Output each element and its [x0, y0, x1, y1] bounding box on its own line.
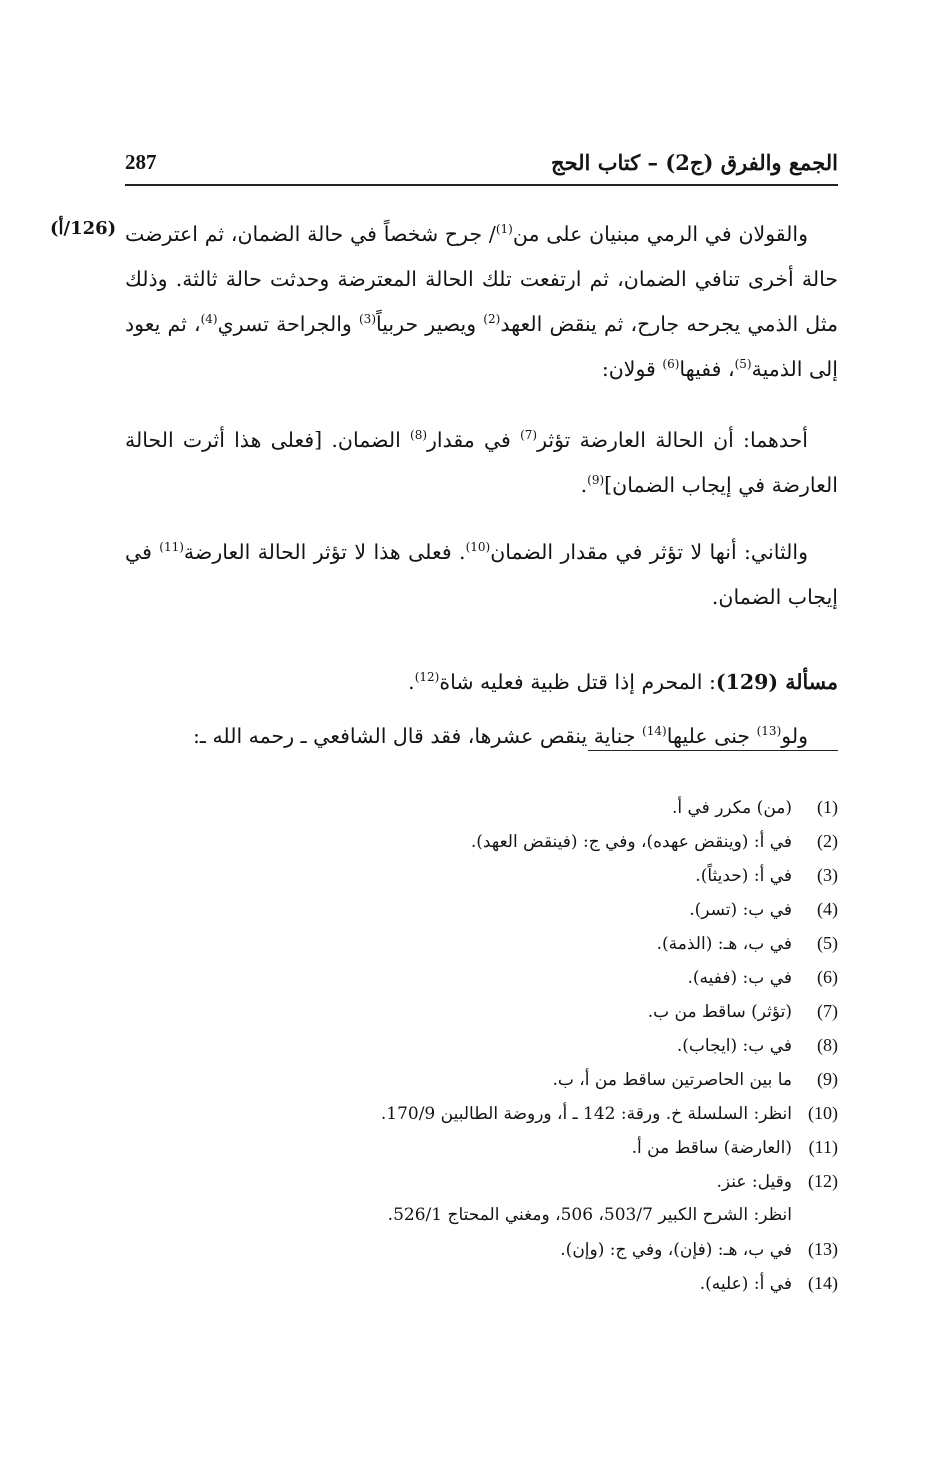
text-segment: . فعلى هذا لا تؤثر الحالة العارضة [183, 540, 466, 564]
text-segment: قولان: [601, 357, 663, 381]
paragraph-1 [125, 212, 838, 392]
footnote-item [125, 1130, 838, 1164]
text-segment: ، ثم يعود إلى الذمية [125, 312, 838, 381]
footnote-number: (10) [808, 1103, 838, 1123]
footnote-item [125, 1062, 838, 1096]
footnote-text: (من) مكرر في أ. [671, 798, 792, 818]
footnote-ref-2[interactable]: (2) [483, 312, 501, 327]
text-segment: والجراحة تسري [217, 312, 359, 336]
footnote-item [125, 960, 838, 994]
header-rule [125, 184, 838, 186]
paragraph-3 [125, 530, 838, 620]
footnote-number: (4) [817, 899, 838, 919]
issue-number: مسألة (129) [715, 670, 838, 694]
text-segment: . [580, 473, 588, 497]
footnote-ref-5[interactable]: (5) [734, 357, 752, 372]
footnote-continuation [125, 1198, 838, 1232]
text-segment: في إيجاب الضمان. [125, 540, 838, 609]
footnote-text: في ب: (ايجاب). [676, 1036, 792, 1056]
paragraph-5 [125, 714, 838, 759]
footnote-number: (5) [817, 933, 838, 953]
footnote-text: (تؤثر) ساقط من ب. [647, 1002, 792, 1022]
manuscript-folio-marker: (126/أ) [50, 218, 117, 239]
footnote-item [125, 1164, 838, 1198]
footnote-ref-7[interactable]: (7) [520, 428, 538, 443]
footnote-number: (3) [817, 865, 838, 885]
text-segment: جناية ينقص عشرها، فقد قال الشافعي ـ رحمه الله ـ: [193, 724, 643, 748]
footnote-item [125, 858, 838, 892]
footnote-ref-4[interactable]: (4) [200, 312, 218, 327]
text-segment: جنى عليها [666, 724, 757, 748]
footnote-number: (6) [817, 967, 838, 987]
footnote-ref-14[interactable]: (14) [642, 724, 667, 739]
footnote-text: في أ: (عليه). [699, 1274, 792, 1294]
footnote-text: ما بين الحاصرتين ساقط من أ، ب. [552, 1070, 792, 1090]
footnote-ref-3[interactable]: (3) [358, 312, 376, 327]
footnote-item [125, 1232, 838, 1266]
footnote-ref-6[interactable]: (6) [662, 357, 680, 372]
text-segment: : المحرم إذا قتل ظبية فعليه شاة [439, 670, 716, 694]
text-segment: ، ففيها [679, 357, 735, 381]
footnote-text: في أ: (حديثاً). [695, 866, 792, 886]
footnote-item [125, 1028, 838, 1062]
page-number: 287 [125, 150, 157, 174]
footnote-text: في ب: (ففيه). [687, 968, 792, 988]
text-segment: . [408, 670, 415, 694]
text-segment: / جرح شخصاً في حالة الضمان، ثم اعترضت حالة أخرى تنافي الضمان، ثم ارتفعت تلك الحالة المعترضة وحدثت حالة ثالثة. وذلك مثل الذمي يجرحه جارح، ثم ينقض العهد [125, 222, 838, 336]
footnote-number: (1) [817, 797, 838, 817]
footnote-text: وقيل: عنز. [716, 1172, 792, 1192]
footnote-ref-11[interactable]: (11) [159, 540, 184, 555]
footnote-text: في ب، هـ: (فإن)، وفي ج: (وإن). [560, 1240, 792, 1260]
footnote-text: (العارضة) ساقط من أ. [631, 1138, 792, 1158]
footnote-item [125, 994, 838, 1028]
footnote-ref-12[interactable]: (12) [414, 670, 440, 685]
footnote-ref-1[interactable]: (1) [495, 222, 513, 237]
issue-heading [125, 660, 838, 705]
text-segment: والقولان في الرمي مبنيان على من [512, 222, 808, 246]
text-segment: أحدهما: أن الحالة العارضة تؤثر [537, 428, 809, 452]
text-segment: ويصير حربياً [376, 312, 484, 336]
text-segment: الضمان. [فعلى هذا أثرت الحالة العارضة في إيجاب الضمان] [125, 428, 838, 497]
text-segment: والثاني: أنها لا تؤثر في مقدار الضمان [490, 540, 809, 564]
footnotes-list [125, 790, 838, 1300]
footnote-text: انظر: السلسلة خ. ورقة: 142 ـ أ، وروضة الطالبين 170/9. [380, 1104, 792, 1124]
footnote-number: (13) [808, 1239, 838, 1259]
footnote-item [125, 790, 838, 824]
footnote-item [125, 892, 838, 926]
footnote-number: (8) [817, 1035, 838, 1055]
footnote-number: (7) [817, 1001, 838, 1021]
footnote-item [125, 824, 838, 858]
footnote-ref-9[interactable]: (9) [587, 473, 605, 488]
text-segment: في مقدار [427, 428, 521, 452]
footnote-text: في ب، هـ: (الذمة). [656, 934, 792, 954]
text-segment: ولو [781, 724, 808, 748]
footnote-ref-8[interactable]: (8) [410, 428, 428, 443]
running-header-title: الجمع والفرق (ج2) – كتاب الحج [551, 150, 838, 175]
footnote-text: في ب: (تسر). [689, 900, 792, 920]
footnote-ref-10[interactable]: (10) [465, 540, 491, 555]
footnote-number: (12) [808, 1171, 838, 1191]
footnote-number: (14) [808, 1273, 838, 1293]
footnote-item [125, 1266, 838, 1300]
footnote-ref-13[interactable]: (13) [756, 724, 782, 739]
footnote-number: (11) [808, 1137, 838, 1157]
paragraph-2 [125, 418, 838, 508]
footnote-number: (9) [817, 1069, 838, 1089]
footnote-item [125, 926, 838, 960]
footnote-number: (2) [817, 831, 838, 851]
footnote-text: في أ: (وينقض عهده)، وفي ج: (فينقض العهد). [470, 832, 792, 852]
footnote-item [125, 1096, 838, 1130]
footnote-separator [588, 750, 838, 751]
footnote-text: انظر: الشرح الكبير 503/7، 506، ومغني المحتاج 526/1. [387, 1205, 792, 1225]
